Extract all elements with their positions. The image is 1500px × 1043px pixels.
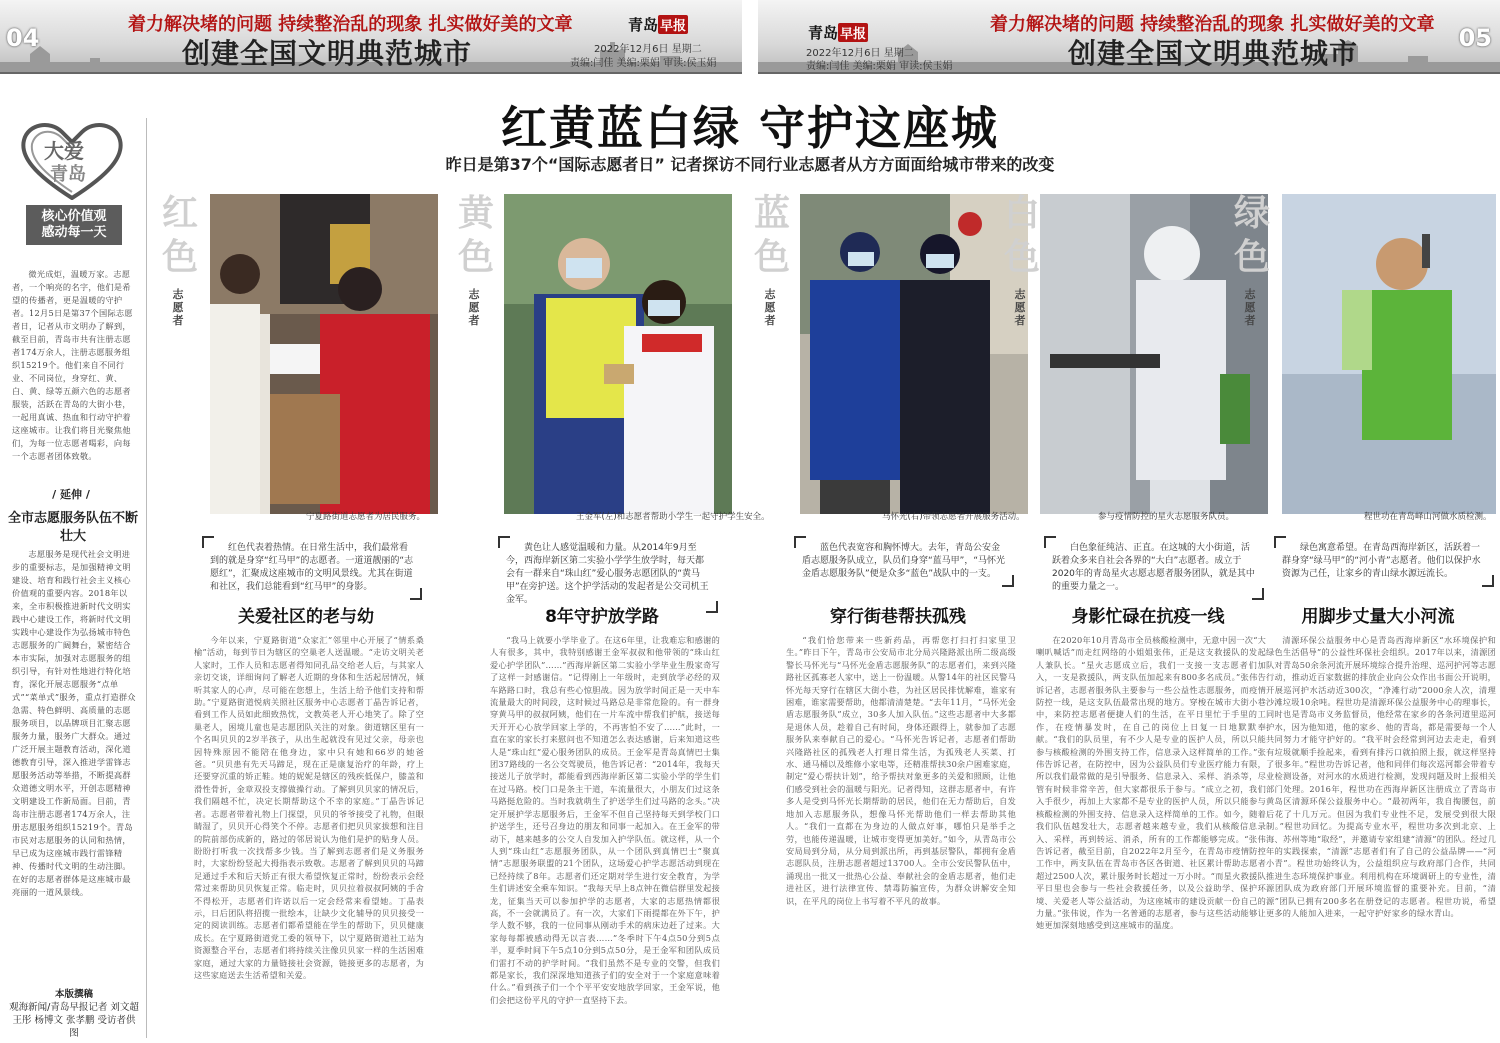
editor-credits: 责编:闫佳 美编:栗娟 审读:侯玉娟	[570, 58, 717, 69]
page-number: 05	[1458, 24, 1492, 52]
section-body: 今年以来，宁夏路街道“众家汇”邻里中心开展了“情系桑榆”活动，每到节日为辖区的空巢老人送温暖。“走访文明关老人家时，工作人员和志愿者得知同孔品交给老人后，与其家人亲切交谈，详细询问了解老人近期的身体和生活起居情况，倾听其家人的心声，尽可能在您想上，生活上给予他们支持和帮助。”宁夏路街道悦病关照社区服务中心志愿者丁晶告诉记者，看到工作人员如此细致热忱，文教英老人开心地笑了。除了空巢老人，困境儿童也是志愿团队关注的对象。街道辖区里有一个名叫贝贝的2岁半孩子，从出生起就没有见过父亲，母亲也因特殊原因不能陪在他身边，家中只有她和66岁的她爸爸。“贝贝患有先天马蹄足，现在正是康复治疗的年龄，疗上还要穿沉重的矫正鞋。她的妮妮是辖区的残疾低保户，膝盖和滑性骨折，金章双投支撑做操行动。了解到贝贝家的情况后，我们隔越不忙，决定长期帮助这个不幸的家庭。”丁晶告诉记者。志愿者带着礼物上门探望，贝贝的爷爷接受了礼物，但眼睛湿了，贝贝开心得笑个不停。志愿者们把贝贝家拔想和注目的院前部伤成新的，路过的邻居说认为他们是护的贴身人员。盼盼打听我一次找帮多少钱。当了解到志愿者们是义务服务时，大家纷纷竖起大拇指表示致敬。志愿者了解到贝贝的马蹄足通过手术和后天矫正有很大希望恢复正常时，纷纷表示会经常过来帮助贝贝恢复正常。临走时，贝贝拉着叔叔阿姨的手舍不得松开，志愿者们许诺以后一定会经常来看望她。丁晶表示，日后团队将招揽一批绘本，让缺少文化辅导的贝贝接受一定的阅读训练。志愿者们都希望能在学生的帮助下，贝贝健康成长。在宁夏路街道党工委的领导下，以宁夏路街道社工站为资源整合平台，志愿者们将持续关注像贝贝家一样的生活困难家庭，通过大家的力量链接社会资源，链接更多的志愿者，为这些家庭送去生活希望和关爱。	[194, 635, 424, 980]
section-role-label: 志愿者	[764, 288, 776, 327]
issue-date: 2022年12月6日 星期二	[806, 48, 914, 59]
section-color-word: 蓝色	[753, 193, 790, 278]
section-color-word: 黄色	[457, 193, 494, 278]
section-body: 清源环保公益服务中心是青岛西海岸新区“水环境保护和绿色生活倡导”的公益性环保社会组织。2017年以来，清源团队对青岛50余条河流开展环境综合提升治理、巡河护河等志愿行动，推动近百家数据的排放企业向公众作出书面公开说明，开展巡河护水活动近300次，“净滩行动”2000余人次，清理沙滩垃圾10余吨。程世功是清源环保公益服务中心的理事长，同时也是青岛市义务监督员，他经常在家乡的各条河道里巡河护水，因为他知道，他的家乡、他的青岛，都是需要每一个人共同努力才能守护好的。“我平时会经常到河边去走走，看到有垃圾就顺手捡起来，看到有排污口就拍照上报，就这样坚持了很多年。”程世功告诉记者，他和同伴们每次巡河都会带着专业检测设备，对河水的水质进行检测，发现问题及时上报相关部门处理。2016年，程世功在西海岸新区注册成立了青岛市黄岛区清源环保公益服务中心。“最初两年，我自掏腰包，前后花了十几万元。但因为我们专业性不足，发展受到很大限制。”程世功回忆。为提高专业水平，程世功多次到北京、上海、苏州等地“取经”，并邀请专家组建“清源”的团队。经过几年的实践探索，“清源”志愿者们有了自己的公益品牌——“河小青”。程世功始终认为，公益组织应与政府部门合作，共同推进生态环境保护事业。利用机构在环境调研上的专业性，清源团队成为政府部门开展环境监督的重要补充。目前，“清源”团队已拥有200多名在册登记的志愿者。程世功说，希望更多的人能加入进来，一起守护好家乡的绿水青山。	[1266, 635, 1496, 918]
section-lead: 红色代表着热情。在日常生活中，我们最常看到的就是身穿“红马甲”的志愿者。一道道靓丽的“志愿红”，汇聚成这座城市的文明风景线。尤其在街道和社区，我们总能看到“红马甲”的身影。	[202, 536, 422, 600]
section-lead: 蓝色代表宽容和胸怀博大。去年，青岛公安金盾志愿服务队成立，队员们身穿“蓝马甲”，“马怀光金盾志愿服务队”便是众多“蓝色”战队中的一支。	[794, 536, 1014, 587]
header-theme: 创建全国文明典范城市	[1068, 37, 1359, 70]
column-logo	[14, 118, 130, 200]
logo-text-1: 大爱	[44, 139, 84, 163]
section-heading: 8年守护放学路	[545, 607, 659, 627]
section-role-label: 志愿者	[468, 288, 480, 327]
extension-title: 全市志愿服务队伍不断壮大	[8, 511, 139, 544]
column-intro: 微光成炬，温暖万家。志愿者，一个响亮的名字，他们是希望的传播者，更是温暖的守护者。12月5日是第37个国际志愿者日，记者从市文明办了解到，截至目前，青岛市共有注册志愿者174万余人，注册志愿服务组织15219个。他们来自不同行业、不同岗位，身穿红、黄、白、黄、绿等五颜六色的志愿者服装，活跃在青岛的大街小巷，一起用真诚、热血和行动守护着这座城市。让我们将目光聚焦他们，为每一位志愿者喝彩，向每一个志愿者团体致敬。	[12, 269, 133, 461]
logo-text-2: 青岛	[50, 164, 86, 185]
newspaper-name: 青岛	[808, 24, 839, 42]
page-title: 红黄蓝白绿 守护这座城	[500, 101, 999, 155]
photo-caption: 王金军(左)和志愿者帮助小学生一起守护学生安全。	[576, 512, 770, 522]
column-tag-line-2: 感动每一天	[41, 225, 107, 240]
extension-label: / 延伸 /	[52, 488, 90, 501]
section-heading: 关爱社区的老与幼	[238, 607, 374, 627]
section-photo	[800, 194, 1028, 514]
photo-caption: 参与疫情防控的星火志愿服务队员。	[1098, 512, 1235, 522]
credits	[8, 988, 140, 1040]
section-body: 在2020年10月青岛市全员核酸检测中，无意中因一次“大喇叭喊话”而走红网络的小姐姐张伟，正是这支救援队的发起人兼队长。“星火志愿成立后，我们一支接一支志愿者们加入，一支是救援队，两支队伍加起来有800多名成员。”张伟告诉记者，志愿者服务队主要参与一些公益性志愿服务，而疫情防控一线，是这支队伍最常出现的地方。穿梭在城市大街小巷中，来防控志愿者便捷人们的生活，在平日里忙于手里的工作，在疫情暴发时，在自己的岗位上日复一日地默默奉献。“我们的队员里，有不少人是专业的医护人员，所以只能参与核酸检测的外围支持工作，信息录入这样简单的工作。”张伟告诉记者，在防控中，因为公益队员们专业医疗能力有限，所以我们最常做的是引导服务、信息录入、采样、消杀等，尽管有时候非常辛苦，但大家都很乐于参与。“成立之初，我们入手很少，再加上大家都不是专业的医护人员，所以只能参与核酸检测的外围支持、信息录入这样简单的工作。如今，随着我们队伍越发壮大，志愿者越来越专业，我们从核酸信息录入、采样，再到转运、消杀，所有的工作都能够完成。“张伟告诉记者，截至目前，自2022年2月至今，在青岛市疫情防控工作中，两支队伍在青岛市各区各街道、社区累计帮助志愿者超过2500人次，累计服务时长超过一万小时。“而星火救援队平日里也会参与一些社会救援任务，以及公益助学、保护环境、关爱老人等公益活动，为这座城市的建设贡献一份自己的力量。”张伟说，作为一名普通的志愿者，参与这些活动能够让她更加深刻地感受到这座城市的温度。	[1036, 635, 1266, 931]
section-role-label: 志愿者	[172, 288, 184, 327]
section-white	[1002, 188, 1270, 1043]
section-green	[1232, 188, 1500, 1043]
volunteer-photo-image	[1282, 194, 1496, 514]
newspaper-logo	[628, 14, 688, 35]
section-photo	[504, 194, 732, 514]
section-role-label: 志愿者	[1244, 288, 1256, 327]
column-tag	[26, 205, 122, 245]
header-slogan: 着力解决堵的问题 持续整治乱的现象 扎实做好美的文章	[128, 14, 573, 35]
section-red	[160, 188, 428, 1043]
header-slogan: 着力解决堵的问题 持续整治乱的现象 扎实做好美的文章	[990, 14, 1435, 35]
section-body: “我马上就要小学毕业了。在这6年里，让我难忘和感谢的人有很多，其中，我特别感谢王金军叔叔和他带领的“珠山红爱心护学团队”……”西海岸新区第二实验小学毕业生殷家奇写了这样一封感谢信。“记得刚上一年级时，走到放学必经的双车路路口时，我总有些心惊胆战。因为放学时间正是一天中车流量最大的时间段，这时候过马路总是非常危险的。有一群身穿黄马甲的叔叔阿姨，他们在一片车流中帮我们护航，接送每天开开心心放学回家上学的，不再害怕不安了……”此时，一直在家的家长打来慰问也不知道怎么表达感谢，后来知道这些人是“珠山红”爱心服务团队的成员。王金军是青岛真情巴士集团37路线的一名公交驾驶员，他告诉记者：“2014年，我每天接送儿子放学时，都能看到西海岸新区第二实验小学的学生们在过马路。校门口是条主干道，车流量很大，小朋友们过这条马路挺危险的。当时我就萌生了护送学生们过马路的念头。”决定开展护学志愿服务后，王金军不但自己坚持每天到学校门口护送学生，还号召身边的朋友和同事一起加入。在王金军的带动下，越来越多的公交人自发加入护学队伍。就这样，从一个人到“珠山红”志愿服务团队，从一个团队到真情巴士“聚真情”志愿服务联盟的21个团队，这场爱心护学志愿活动到现在已经持续了8年。志愿者们还定期对学生进行安全教育，为学生们讲述安全乘车知识。“我每天早上8点钟在微信群里发起接龙，征集当天可以参加护学的志愿者，大家的志愿热情都很高，不一会就满员了。有一次，大家们下雨提都在外下午，护学人数不够，我的一位同事从刚动手术的病床边赶了过来。大家每每都被感动得无以言表……”冬季时下午4点50分到5点半，夏季时间下午5点10分到5点50分，是王金军和团队成员们雷打不动的护学时间。“我们虽然不是专业的交警，但我们都是家长，我们深深地知道孩子们的安全对于一个家庭意味着什么。”看到孩子们一个个平平安安地放学回家，王金军说，他们会把这份平凡的守护一直坚持下去。	[490, 635, 720, 1005]
credits-title: 本版撰稿	[54, 989, 93, 1000]
page-number: 04	[6, 24, 40, 52]
newspaper-logo	[808, 22, 868, 43]
header-banner-right	[758, 0, 1500, 74]
section-color-word: 绿色	[1233, 193, 1270, 278]
photo-caption: 程世功在青岛峄山河做水质检测。	[1364, 512, 1492, 522]
extension-body: 志愿服务是现代社会文明进步的重要标志，是加强精神文明建设、培育和践行社会主义核心价值观的重要内容。2018年以来，全市积极推进新时代文明实践中心建设工作，将新时代文明实践中心建设作为弘扬城市特色志愿服务的广阔舞台，紧密结合本市实际，加强对志愿服务的组织引导，有针对性地进行特化培育，深化开展志愿服务“点单式”“菜单式”服务，重点打造群众急需、特色鲜明、高质量的志愿服务项目，以品牌项目汇聚志愿服务力量，服务广大群众。通过广泛开展主题教育活动，深化道德教育引导，深入推进学雷锋志愿服务活动等举措，不断提高群众道德文明水平，开创志愿精神文明建设工作新局面。目前，青岛市注册志愿者174万余人，注册志愿服务组织15219个。青岛市民对志愿服务的认同和热情，早已成为这座城市践行雷锋精神、传播时代文明的生动注脚。在好的志愿者群体是这座城市最亮丽的一道风景线。	[12, 549, 136, 897]
photo-caption: 宁夏路街道志愿者为居民服务。	[306, 512, 426, 522]
credits-body: 观海新闻/青岛早报记者 刘文超 王彤 杨博文 张孝鹏 受访者供图	[9, 1002, 139, 1039]
volunteer-photo-image	[800, 194, 1028, 514]
section-body: “我们恰您带来一些新药品，再帮您打扫打扫家里卫生。”昨日下午，青岛市公安局市北分局兴隆路派出所二级高级警长马怀光与“马怀光金盾志愿服务队”的志愿者们，来到兴隆路社区孤寡老人家中，送上一份温暖。从警14年的社区民警马怀光每天穿行在辖区大街小巷，为社区居民排忧解难，谁家有困难，谁家需要帮助，他都清清楚楚。“去年11月，“马怀光金盾志愿服务队”成立，30多人加入队伍。”这些志愿者中大多都是退休人员，趁着自己有时间，身体还跟得上，就参加了志愿服务队来奉献自己的爱心。“马怀光告诉记者，志愿者们帮助兴隆路社区的孤残老人打理日常生活，为孤残老人买菜、打水、通马桶以及维修小家电等，还精准帮扶30余户困难家庭，制定“爱心帮扶计划”，给予帮扶对象更多的关爱和照顾，让他们感受到社会的温暖与阳光。记者得知，这群志愿者中，有许多人是受到马怀光长期帮助的居民，他们在无力帮助后，自发地加入志愿服务队，想像马怀光帮助他们一样去帮助其他人。“我们一直都在为身边的人做点好事，哪怕只是举手之劳，也能传递温暖，让城市变得更加美好。”如今，从青岛市公安局局到分局，从分局到派出所，再到基层警队，都拥有金盾志愿队员，注册志愿者超过13700人。全市公安民警队伍中，涌现出一批又一批热心公益、奉献社会的金盾志愿者，他们走进社区，进行法律宣传、禁毒防骗宣传，为群众讲解安全知识，在平凡的岗位上书写着不平凡的故事。	[786, 635, 1016, 906]
section-lead: 黄色让人感觉温暖和力量。从2014年9月至今，西海岸新区第二实验小学学生放学时，每天都会有一群来自“珠山红”爱心服务志愿团队的“黄马甲”在旁护送。这个护学活动的发起者是公交司机王金军。	[498, 536, 718, 613]
section-photo	[1282, 194, 1496, 514]
header-banner-left	[0, 0, 742, 74]
section-color-word: 白色	[1003, 193, 1040, 278]
photo-caption: 马怀光(右)带领志愿者开展服务活动。	[882, 512, 1025, 522]
column-tag-line-1: 核心价值观	[41, 209, 107, 224]
newspaper-tag: 早报	[838, 23, 868, 42]
heart-logo-icon	[14, 118, 130, 200]
section-heading: 用脚步丈量大小河流	[1301, 607, 1455, 627]
volunteer-photo-image	[210, 194, 438, 514]
section-yellow	[456, 188, 770, 1043]
section-color-word: 红色	[161, 193, 198, 278]
section-heading: 穿行街巷帮扶孤残	[830, 607, 966, 627]
editor-credits: 责编:闫佳 美编:栗娟 审读:侯玉娟	[806, 61, 953, 72]
column-divider	[146, 118, 147, 1038]
section-lead: 绿色寓意希望。在青岛西海岸新区，活跃着一群身穿“绿马甲”的“河小青”志愿者。他们以保护水资源为己任，让家乡的青山绿水源远流长。	[1274, 536, 1494, 587]
section-lead: 白色象征纯洁、正直。在这城的大小街道，活跃着众多来自社会各界的“大白”志愿者。成立于2020年的青岛星火志愿志愿者服务团队，就是其中的重要力量之一。	[1044, 536, 1264, 600]
volunteer-photo-image	[504, 194, 732, 514]
section-role-label: 志愿者	[1014, 288, 1026, 327]
header-theme: 创建全国文明典范城市	[182, 37, 473, 70]
page-subtitle: 昨日是第37个“国际志愿者日” 记者探访不同行业志愿者从方方面面给城市带来的改变	[445, 155, 1055, 174]
newspaper-name: 青岛	[628, 16, 659, 34]
issue-date: 2022年12月6日 星期二	[594, 44, 702, 55]
section-heading: 身影忙碌在抗疫一线	[1071, 607, 1225, 627]
section-photo	[210, 194, 438, 514]
newspaper-tag: 早报	[658, 15, 688, 34]
